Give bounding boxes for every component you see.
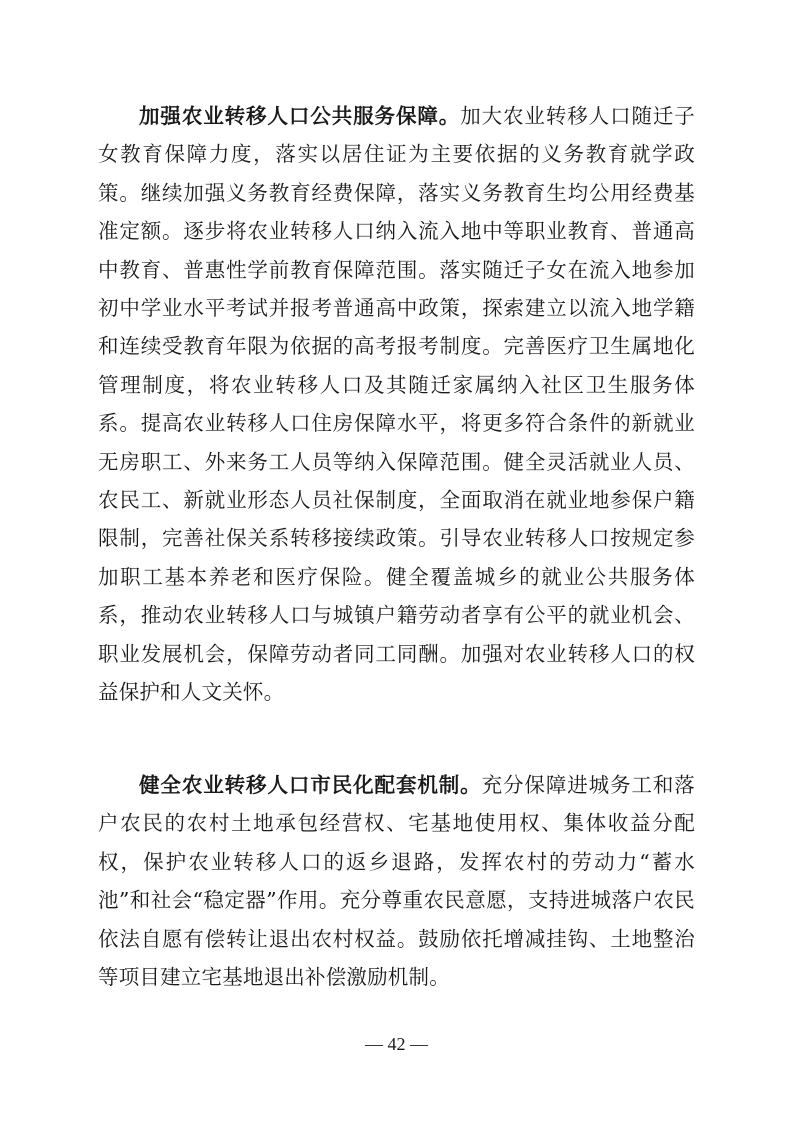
page-number: — 42 — <box>365 1034 428 1054</box>
paragraph-lead-heading: 健全农业转移人口市民化配套机制。 <box>139 773 482 797</box>
paragraph-lead-heading: 加强农业转移人口公共服务保障。 <box>139 104 461 128</box>
paragraph-body-text: 充分保障进城务工和落户农民的农村土地承包经营权、宅基地使用权、集体收益分配权，保护农业转移人口的返乡退路，发挥农村的劳动力“蓄水池”和社会“稳定器”作用。充分尊重农民意愿，支持进城落户农民依法自愿有偿转让退出农村权益。鼓励依托增减挂钩、土地整治等项目建立宅基地退出补偿激励机制。 <box>98 773 696 990</box>
paragraph-supporting-mechanism <box>98 766 695 996</box>
paragraph-public-services <box>98 97 695 712</box>
paragraph-body-text: 加大农业转移人口随迁子女教育保障力度，落实以居住证为主要依据的义务教育就学政策。继续加强义务教育经费保障，落实义务教育生均公用经费基准定额。逐步将农业转移人口纳入流入地中等职业教育、普通高中教育、普惠性学前教育保障范围。落实随迁子女在流入地参加初中学业水平考试并报考普通高中政策，探索建立以流入地学籍和连续受教育年限为依据的高考报考制度。完善医疗卫生属地化管理制度，将农业转移人口及其随迁家属纳入社区卫生服务体系。提高农业转移人口住房保障水平，将更多符合条件的新就业无房职工、外来务工人员等纳入保障范围。健全灵活就业人员、农民工、新就业形态人员社保制度，全面取消在就业地参保户籍限制，完善社保关系转移接续政策。引导农业转移人口按规定参加职工基本养老和医疗保险。健全覆盖城乡的就业公共服务体系，推动农业转移人口与城镇户籍劳动者享有公平的就业机会、职业发展机会，保障劳动者同工同酬。加强对农业转移人口的权益保护和人文关怀。 <box>98 104 696 705</box>
